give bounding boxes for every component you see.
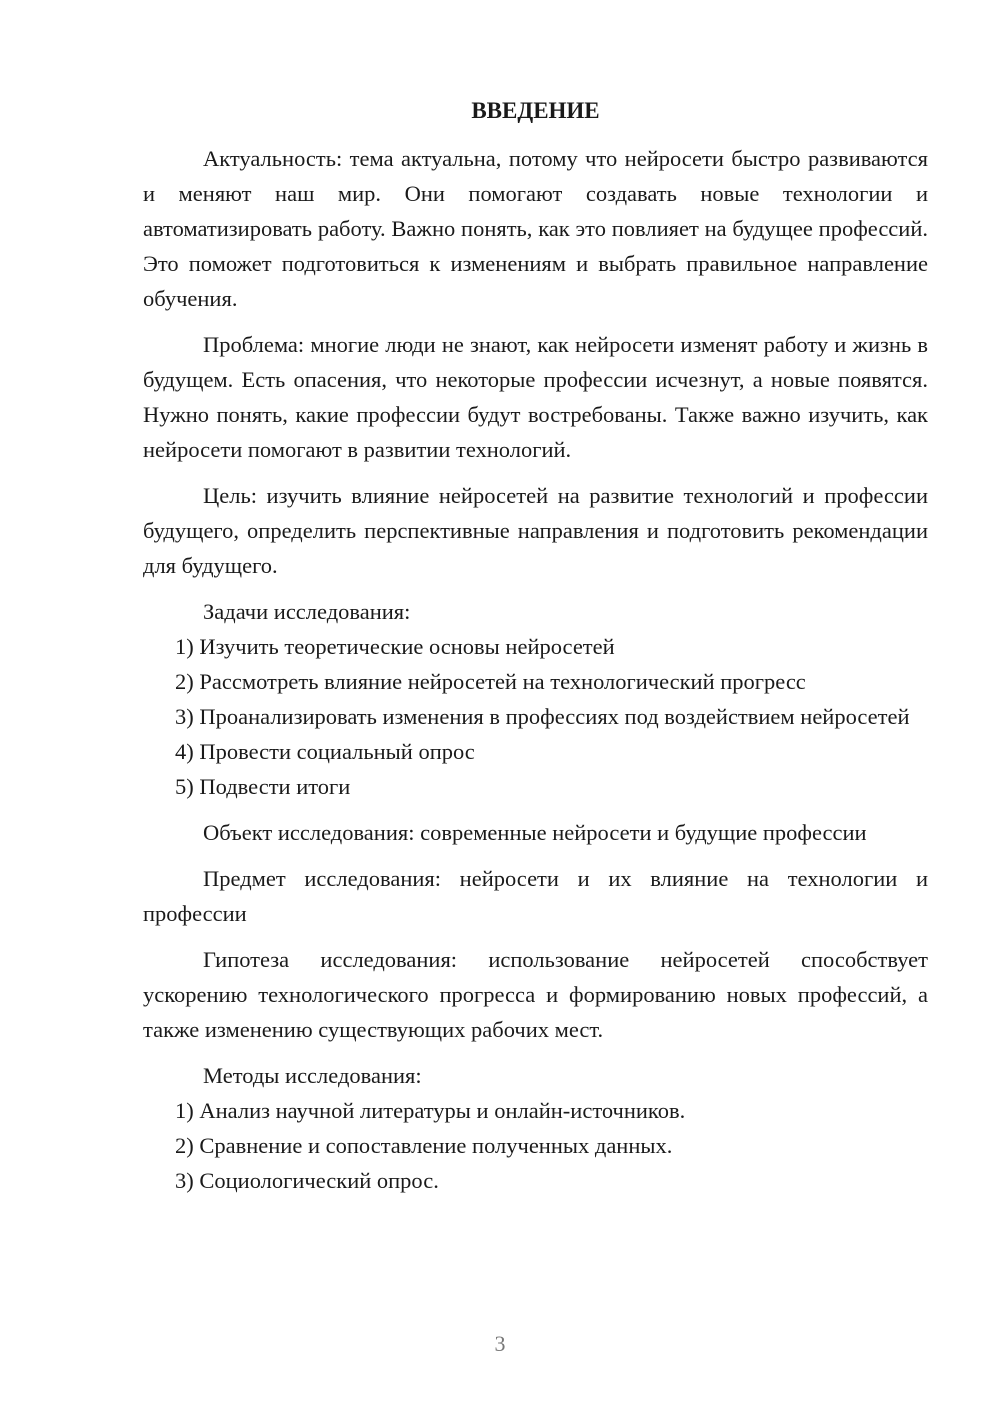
document-body	[143, 141, 928, 1198]
task-item-1: 1) Изучить теоретические основы нейросетей	[175, 634, 615, 659]
method-item-2: 2) Сравнение и сопоставление полученных данных.	[175, 1133, 673, 1158]
task-item-3: 3) Проанализировать изменения в профессиях под воздействием нейросетей	[175, 704, 910, 729]
method-item-3: 3) Социологический опрос.	[175, 1168, 439, 1193]
page-number: 3	[494, 1331, 506, 1356]
subject-paragraph: Предмет исследования: нейросети и их влияние на технологии и профессии	[143, 866, 928, 926]
page-title: ВВЕДЕНИЕ	[471, 98, 600, 123]
problem-paragraph: Проблема: многие люди не знают, как нейросети изменят работу и жизнь в будущем. Есть опасения, что некоторые профессии исчезнут, а новые появятся. Нужно понять, какие профессии будут востребованы. Также важно изучить, как нейросети помогают в развитии технологий.	[143, 332, 928, 462]
object-paragraph: Объект исследования: современные нейросети и будущие профессии	[203, 820, 867, 845]
relevance-paragraph: Актуальность: тема актуальна, потому что нейросети быстро развиваются и меняют наш мир. Они помогают создавать новые технологии и автоматизировать работу. Важно понять, как это повлияет на будущее профессий. Это поможет подготовиться к изменениям и выбрать правильное направление обучения.	[143, 146, 928, 311]
method-item-1: 1) Анализ научной литературы и онлайн-источников.	[175, 1098, 686, 1123]
hypothesis-paragraph: Гипотеза исследования: использование нейросетей способствует ускорению технологического прогресса и формированию новых профессий, а также изменению существующих рабочих мест.	[143, 947, 928, 1042]
tasks-heading: Задачи исследования:	[203, 599, 411, 624]
task-item-2: 2) Рассмотреть влияние нейросетей на технологический прогресс	[175, 669, 806, 694]
goal-paragraph: Цель: изучить влияние нейросетей на развитие технологий и профессии будущего, определить перспективные направления и подготовить рекомендации для будущего.	[143, 483, 928, 578]
task-item-5: 5) Подвести итоги	[175, 774, 351, 799]
task-item-4: 4) Провести социальный опрос	[175, 739, 475, 764]
methods-heading: Методы исследования:	[203, 1063, 422, 1088]
